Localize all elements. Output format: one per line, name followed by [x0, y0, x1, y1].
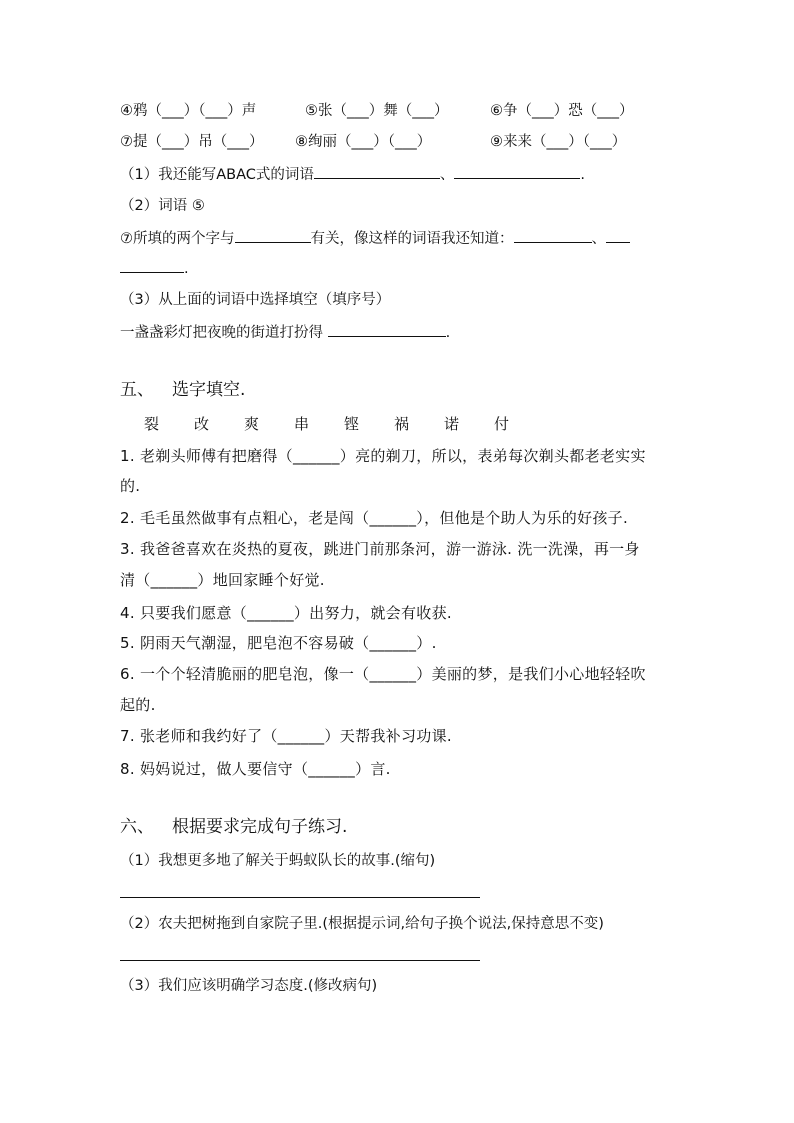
- answer-blank[interactable]: [328, 322, 446, 337]
- sentence-8: 8. 妈妈说过，做人要信守（______）言.: [120, 760, 391, 778]
- separator: 、: [591, 231, 606, 247]
- char-option: 改: [194, 415, 210, 433]
- section-number: 六、: [120, 817, 154, 837]
- question-4-3-label: （3）从上面的词语中选择填空（填序号）: [120, 292, 391, 308]
- section-title: 选字填空.: [172, 380, 246, 400]
- question-4-1: [120, 164, 585, 185]
- word-item-9: ⑨来来（___）（___）: [490, 134, 627, 150]
- section-title: 根据要求完成句子练习.: [172, 817, 348, 837]
- word-row-2: [120, 132, 626, 152]
- char-option: 祸: [394, 415, 410, 433]
- exercise-6-2: （2）农夫把树拖到自家院子里.(根据提示词,给句子换个说法,保持意思不变): [120, 916, 604, 932]
- sentence-1: 1. 老剃头师傅有把磨得（______）亮的剃刀，所以，表弟每次剃头都老老实实: [120, 447, 646, 465]
- answer-blank[interactable]: [314, 164, 440, 179]
- sentence-6: 6. 一个个轻清脆丽的肥皂泡，像一（______）美丽的梦，是我们小心地轻轻吹: [120, 665, 646, 683]
- question-4-1-label: （1）我还能写ABAC式的词语: [120, 167, 314, 183]
- sentence-5: 5. 阴雨天气潮湿，肥皂泡不容易破（______）.: [120, 634, 437, 652]
- sentence-4: 4. 只要我们愿意（______）出努力，就会有收获.: [120, 604, 452, 622]
- answer-blank[interactable]: [454, 164, 580, 179]
- question-4-2-text-b: 有关，像这样的词语我还知道：: [310, 231, 514, 247]
- answer-blank[interactable]: [120, 258, 184, 273]
- question-4-2-text-a: ⑦所填的两个字与: [120, 231, 235, 247]
- question-4-2-label: （2）词语 ⑤: [120, 198, 205, 214]
- word-item-6: ⑥争（___）恐（___）: [490, 103, 634, 119]
- sentence-3-cont: 清（______）地回家睡个好觉.: [120, 571, 325, 589]
- char-option: 串: [294, 415, 310, 433]
- period: .: [580, 167, 585, 183]
- period: .: [184, 261, 189, 277]
- question-4-3: [120, 322, 450, 343]
- exercise-6-3: （3）我们应该明确学习态度.(修改病句): [120, 978, 378, 994]
- sentence-6-cont: 起的.: [120, 696, 156, 714]
- sentence-2: 2. 毛毛虽然做事有点粗心，老是闯（______），但他是个助人为乐的好孩子.: [120, 509, 629, 527]
- sentence-1-cont: 的.: [120, 477, 141, 495]
- word-item-5: ⑤张（___）舞（___）: [305, 103, 449, 119]
- question-4-2: [120, 228, 630, 249]
- char-option: 付: [494, 415, 510, 433]
- word-row-1: [120, 101, 634, 121]
- section-6-heading: [120, 815, 347, 839]
- section-5-heading: [120, 378, 245, 402]
- word-item-7: ⑦提（___）吊（___）: [120, 134, 264, 150]
- answer-blank[interactable]: [235, 228, 311, 243]
- character-options: [144, 414, 544, 434]
- exercise-6-1: （1）我想更多地了解关于蚂蚁队长的故事.(缩句): [120, 853, 436, 869]
- separator: 、: [439, 167, 455, 183]
- answer-line[interactable]: [120, 960, 480, 961]
- char-option: 诺: [444, 415, 460, 433]
- char-option: 铿: [344, 415, 360, 433]
- answer-blank[interactable]: [606, 228, 630, 243]
- word-item-8: ⑧绚丽（___）（___）: [295, 134, 432, 150]
- sentence-7: 7. 张老师和我约好了（______）天帮我补习功课.: [120, 727, 452, 745]
- question-4-2-continued: [120, 258, 189, 279]
- word-item-4: ④鸦（___）（___）声: [120, 103, 257, 119]
- char-option: 爽: [244, 415, 260, 433]
- section-number: 五、: [120, 380, 154, 400]
- answer-blank[interactable]: [514, 228, 592, 243]
- answer-line[interactable]: [120, 897, 480, 898]
- question-4-3-text: 一盏盏彩灯把夜晚的街道打扮得: [120, 325, 323, 341]
- char-option: 裂: [144, 415, 160, 433]
- period: .: [445, 325, 451, 341]
- sentence-3: 3. 我爸爸喜欢在炎热的夏夜，跳进门前那条河，游一游泳. 洗一洗澡，再一身: [120, 540, 640, 558]
